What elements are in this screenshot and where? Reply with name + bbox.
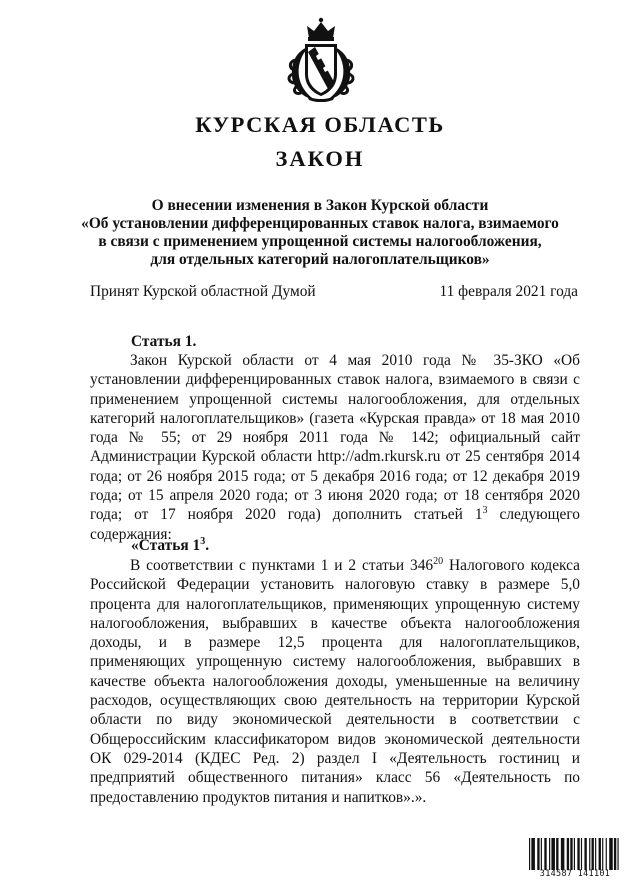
article-1-3-heading-suffix: . [205, 537, 210, 554]
article-1-text [90, 351, 580, 544]
barcode-bar [592, 838, 594, 870]
barcode-number: 314587 141101 [539, 869, 611, 879]
barcode-bar [581, 838, 582, 870]
coat-of-arms-emblem [285, 16, 357, 102]
barcode-bar [595, 838, 596, 870]
article-1-superscript: 3 [482, 505, 488, 517]
law-title [40, 197, 600, 269]
article-1-text-main: Закон Курской области от 4 мая 2010 года № 35-ЗКО «Об установлении дифференцированных ставок налога, взимаемого в связи с применением упрощенной системы налогообложения, для отдельных категорий налогоплательщиков» (газета «Курская правда» от 18 мая 2010 года № 55; от 29 ноября 2011 года № 142; официальный сайт Администрации Курской области http://adm.rkursk.ru от 25 сентября 2014 года; от 26 ноября 2015 года; от 5 декабря 2016 года; от 12 декабря 2019 года; от 15 апреля 2020 года; от 3 июня 2020 года; от 18 сентября 2020 года; от 17 ноября 2020 года) дополнить статьей 1 [90, 352, 580, 524]
barcode-bar [602, 838, 603, 870]
barcode-bar [584, 838, 586, 870]
article-1-3-text [90, 556, 580, 807]
barcode-bar [614, 838, 616, 870]
law-title-line: в связи с применением упрощенной системы налогообложения, [98, 233, 542, 250]
barcode-bar [541, 838, 542, 870]
barcode-bar [577, 838, 579, 870]
law-title-line: «Об установлении дифференцированных ставок налога, взимаемого [81, 215, 559, 232]
barcode-bar [531, 838, 535, 870]
barcode-bar [589, 838, 590, 870]
barcode-bar [599, 838, 601, 870]
law-title-line: О внесении изменения в Закон Курской области [151, 197, 489, 214]
article-1-text-end: следующего содержания: [90, 506, 580, 543]
adoption-date: 11 февраля 2021 года [439, 283, 578, 300]
document-type: ЗАКОН [275, 146, 365, 171]
barcode-bar [574, 838, 575, 870]
article-1-3-text-start: В соответствии с пунктами 1 и 2 статьи 346 [130, 557, 434, 574]
barcode-bar [617, 838, 618, 870]
barcode-bars [529, 838, 621, 870]
region-title: КУРСКАЯ ОБЛАСТЬ [195, 112, 445, 137]
article-1-3-text-superscript: 20 [433, 556, 444, 567]
law-title-line: для отдельных категорий налогоплательщиков» [150, 251, 490, 268]
barcode-bar [609, 838, 613, 870]
barcode-bar [544, 838, 546, 870]
barcode-bar [551, 838, 555, 870]
article-1-3-text-rest: Налогового кодекса Российской Федерации установить налоговую ставку в размере 5,0 процента для налогоплательщиков, применяющих упрощенную систему налогообложения, выбравших в качестве объекта налогообложения доходы, и в размере 12,5 процента для налогоплательщиков, применяющих упрощенную систему налогообложения, выбравших в качестве объекта налогообложения доходы, уменьшенные на величину расходов, осуществляющих свою деятельность на территории Курской области по виду экономической деятельности в соответствии с Общероссийским классификатором видов экономической деятельности ОК 029-2014 (КДЕС Ред. 2) раздел I «Деятельность гостиниц и предприятий общественного питания» класс 56 «Деятельность по предоставлению продуктов питания и напитков».». [90, 557, 580, 806]
barcode-bar [606, 838, 607, 870]
adopted-by: Принят Курской областной Думой [90, 283, 316, 300]
barcode-bar [549, 838, 550, 870]
barcode-bar [556, 838, 558, 870]
barcode-bar [561, 838, 565, 870]
article-1-3-heading [131, 537, 209, 555]
article-1-heading: Статья 1. [131, 333, 197, 350]
barcode [529, 838, 621, 880]
barcode-bar [529, 838, 530, 870]
article-1-3-heading-prefix: «Статья 1 [131, 537, 201, 554]
barcode-bar [537, 838, 539, 870]
article-1-3-heading-superscript: 3 [200, 536, 206, 547]
barcode-bar [567, 838, 569, 870]
barcode-bar [570, 838, 572, 870]
